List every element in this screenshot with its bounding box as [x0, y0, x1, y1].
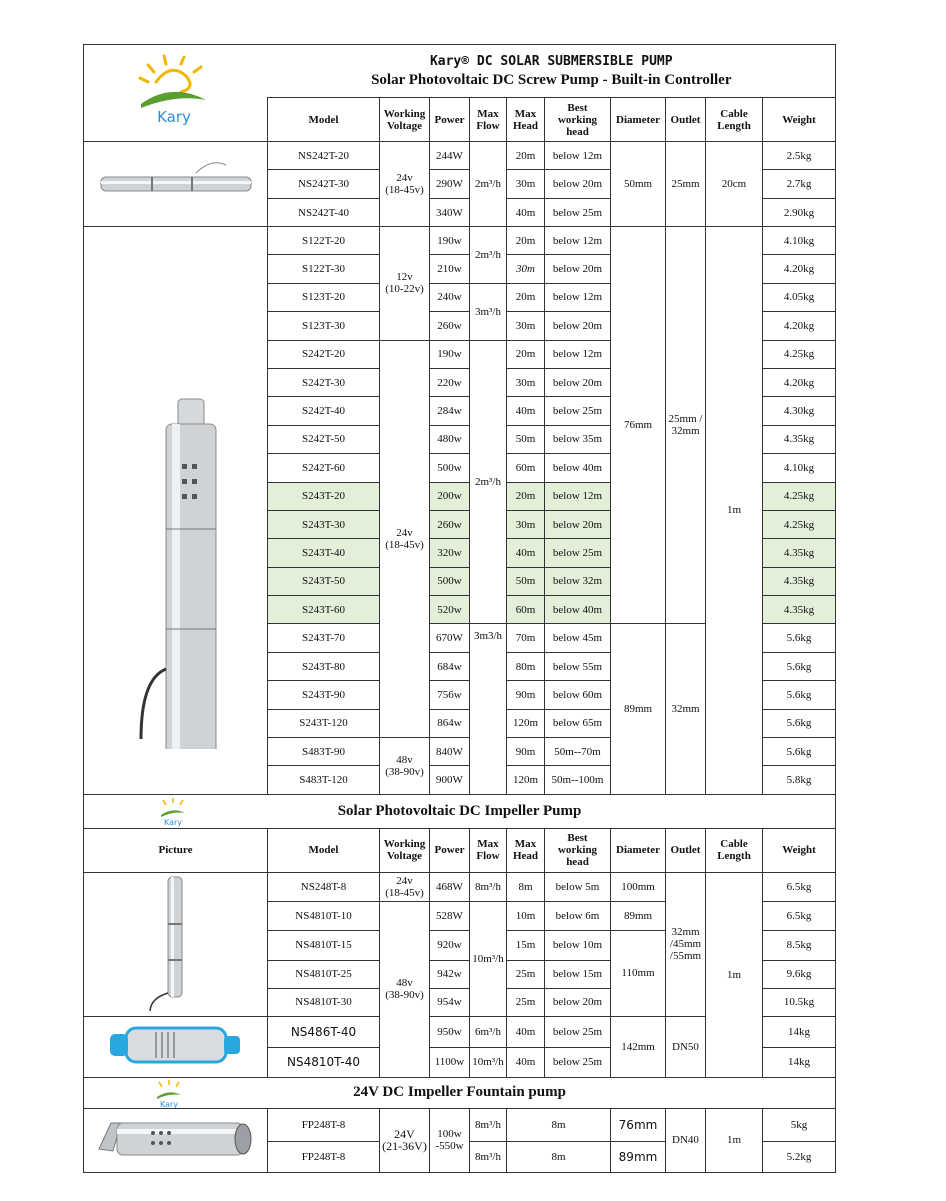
- weight-cell: 4.25kg: [763, 340, 836, 368]
- model-cell: S242T-50: [268, 425, 380, 453]
- head-cell: 50m: [507, 425, 545, 453]
- model-cell: S243T-30: [268, 510, 380, 538]
- weight-cell: 5.6kg: [763, 652, 836, 680]
- fountain-pump-picture: [91, 1109, 261, 1169]
- cable-cell: 1m: [706, 872, 763, 1077]
- best-head-cell: below 10m: [545, 930, 611, 960]
- power-cell: 320w: [430, 539, 470, 567]
- best-head-cell: below 25m: [545, 199, 611, 227]
- power-cell: 190w: [430, 340, 470, 368]
- impeller-header-row: [84, 828, 836, 872]
- weight-cell: 6.5kg: [763, 901, 836, 930]
- diameter-cell: 76mm: [611, 1108, 666, 1141]
- power-cell: 954w: [430, 988, 470, 1016]
- model-cell: S243T-90: [268, 681, 380, 709]
- weight-cell: 4.25kg: [763, 482, 836, 510]
- power-cell: 284w: [430, 397, 470, 425]
- title-cell: [268, 45, 836, 98]
- model-cell: S242T-40: [268, 397, 380, 425]
- cable-cell: 1m: [706, 227, 763, 795]
- col-head: Max Head: [507, 98, 545, 142]
- model-cell: S243T-40: [268, 539, 380, 567]
- weight-cell: 4.10kg: [763, 227, 836, 255]
- best-head-cell: 50m--70m: [545, 738, 611, 766]
- col-best: Best working head: [545, 98, 611, 142]
- weight-cell: 5.2kg: [763, 1141, 836, 1172]
- weight-cell: 4.20kg: [763, 368, 836, 396]
- flow-cell: 10m³/h: [470, 1047, 507, 1077]
- col-diameter: Diameter: [611, 828, 666, 872]
- kary-logo: [126, 52, 226, 132]
- outlet-cell: 32mm /45mm /55mm: [666, 872, 706, 1016]
- col-voltage: Working Voltage: [380, 98, 430, 142]
- model-cell: S242T-20: [268, 340, 380, 368]
- head-cell: 8m: [507, 1141, 611, 1172]
- model-cell: S242T-60: [268, 454, 380, 482]
- model-cell: NS4810T-15: [268, 930, 380, 960]
- fountain-title: 24V DC Impeller Fountain pump: [353, 1084, 566, 1101]
- model-cell: S243T-70: [268, 624, 380, 652]
- weight-cell: 5.6kg: [763, 681, 836, 709]
- col-weight: Weight: [763, 98, 836, 142]
- power-cell: 864w: [430, 709, 470, 737]
- power-cell: 920w: [430, 930, 470, 960]
- cable-cell: 20cm: [706, 142, 763, 227]
- power-cell: 950w: [430, 1016, 470, 1047]
- model-cell: S242T-30: [268, 368, 380, 396]
- page-subtitle: Solar Photovoltaic DC Screw Pump - Built-in Controller: [371, 72, 732, 88]
- col-voltage: Working Voltage: [380, 828, 430, 872]
- power-cell: 520w: [430, 596, 470, 624]
- col-power: Power: [430, 828, 470, 872]
- head-cell: 40m: [507, 1016, 545, 1047]
- col-head: Max Head: [507, 828, 545, 872]
- diameter-cell: 142mm: [611, 1016, 666, 1077]
- outlet-cell: 25mm: [666, 142, 706, 227]
- weight-cell: 4.35kg: [763, 596, 836, 624]
- power-cell: 840W: [430, 738, 470, 766]
- power-cell: 500w: [430, 567, 470, 595]
- power-cell: 684w: [430, 652, 470, 680]
- flow-cell: 10m³/h: [470, 901, 507, 1016]
- power-cell: 190w: [430, 227, 470, 255]
- weight-cell: 5.6kg: [763, 624, 836, 652]
- blue-impeller-pump-picture: [106, 1018, 246, 1072]
- head-cell: 30m: [507, 312, 545, 340]
- weight-cell: 6.5kg: [763, 872, 836, 901]
- flow-cell: 8m³/h: [470, 1108, 507, 1141]
- col-model: Model: [268, 828, 380, 872]
- power-cell: 468W: [430, 872, 470, 901]
- kary-logo-small: [156, 797, 190, 827]
- best-head-cell: below 12m: [545, 283, 611, 311]
- weight-cell: 4.35kg: [763, 567, 836, 595]
- best-head-cell: below 6m: [545, 901, 611, 930]
- flow-cell: 3m³/h: [470, 283, 507, 340]
- head-cell: 20m: [507, 340, 545, 368]
- col-best: Best working head: [545, 828, 611, 872]
- best-head-cell: below 12m: [545, 142, 611, 170]
- weight-cell: 4.35kg: [763, 425, 836, 453]
- table-row: [84, 227, 836, 255]
- col-flow: Max Flow: [470, 98, 507, 142]
- logo-cell: [84, 45, 268, 142]
- power-cell: 1100w: [430, 1047, 470, 1077]
- model-cell: S123T-20: [268, 283, 380, 311]
- flow-cell: 6m³/h: [470, 1016, 507, 1047]
- weight-cell: 5.8kg: [763, 766, 836, 794]
- head-cell: 80m: [507, 652, 545, 680]
- best-head-cell: below 25m: [545, 397, 611, 425]
- outlet-cell: DN50: [666, 1016, 706, 1077]
- power-cell: 260w: [430, 312, 470, 340]
- power-cell: 340W: [430, 199, 470, 227]
- logo-text: Kary: [163, 817, 183, 827]
- col-power: Power: [430, 98, 470, 142]
- diameter-cell: 76mm: [611, 227, 666, 624]
- spec-table: [83, 44, 836, 1173]
- logo-text: Kary: [156, 107, 191, 126]
- weight-cell: 4.25kg: [763, 510, 836, 538]
- head-cell: 20m: [507, 283, 545, 311]
- voltage-cell: 48v (38-90v): [380, 901, 430, 1077]
- pump-image-slim: [84, 142, 268, 227]
- model-cell: S243T-80: [268, 652, 380, 680]
- impeller-title-cell: [84, 794, 836, 828]
- col-cable: Cable Length: [706, 828, 763, 872]
- weight-cell: 2.5kg: [763, 142, 836, 170]
- head-cell: 90m: [507, 738, 545, 766]
- outlet-cell: 25mm / 32mm: [666, 227, 706, 624]
- weight-cell: 8.5kg: [763, 930, 836, 960]
- table-row: [84, 1108, 836, 1141]
- diameter-cell: 89mm: [611, 624, 666, 794]
- best-head-cell: below 25m: [545, 539, 611, 567]
- col-outlet: Outlet: [666, 828, 706, 872]
- model-cell: S483T-90: [268, 738, 380, 766]
- model-cell: S243T-50: [268, 567, 380, 595]
- power-cell: 220w: [430, 368, 470, 396]
- best-head-cell: below 20m: [545, 312, 611, 340]
- table-row: [84, 872, 836, 901]
- best-head-cell: below 45m: [545, 624, 611, 652]
- flow-cell: 8m³/h: [470, 872, 507, 901]
- weight-cell: 4.10kg: [763, 454, 836, 482]
- best-head-cell: below 25m: [545, 1016, 611, 1047]
- power-cell: 260w: [430, 510, 470, 538]
- power-cell: 244W: [430, 142, 470, 170]
- model-cell: S483T-120: [268, 766, 380, 794]
- head-cell: 15m: [507, 930, 545, 960]
- col-outlet: Outlet: [666, 98, 706, 142]
- head-cell: 10m: [507, 901, 545, 930]
- kary-logo-small: [152, 1079, 186, 1109]
- head-cell: 60m: [507, 596, 545, 624]
- weight-cell: 4.20kg: [763, 312, 836, 340]
- diameter-cell: 50mm: [611, 142, 666, 227]
- col-diameter: Diameter: [611, 98, 666, 142]
- voltage-cell: 24v (18-45v): [380, 872, 430, 901]
- head-cell: 50m: [507, 567, 545, 595]
- model-cell: S243T-20: [268, 482, 380, 510]
- model-cell: NS242T-40: [268, 199, 380, 227]
- head-cell: 25m: [507, 988, 545, 1016]
- flow-cell: 8m³/h: [470, 1141, 507, 1172]
- voltage-cell: 24v (18-45v): [380, 142, 430, 227]
- model-cell: S243T-60: [268, 596, 380, 624]
- fountain-section-header: [84, 1077, 836, 1108]
- best-head-cell: below 5m: [545, 872, 611, 901]
- head-cell: 90m: [507, 681, 545, 709]
- head-cell: 20m: [507, 227, 545, 255]
- best-head-cell: below 12m: [545, 340, 611, 368]
- power-cell: 942w: [430, 960, 470, 988]
- col-cable: Cable Length: [706, 98, 763, 142]
- best-head-cell: below 40m: [545, 454, 611, 482]
- diameter-cell: 110mm: [611, 930, 666, 1016]
- col-model: Model: [268, 98, 380, 142]
- best-head-cell: below 15m: [545, 960, 611, 988]
- table-row: [84, 142, 836, 170]
- head-cell: 30m: [507, 170, 545, 199]
- head-cell: 20m: [507, 482, 545, 510]
- head-cell: 120m: [507, 709, 545, 737]
- weight-cell: 5.6kg: [763, 709, 836, 737]
- weight-cell: 2.90kg: [763, 199, 836, 227]
- fountain-title-cell: [84, 1077, 836, 1108]
- power-cell: 756w: [430, 681, 470, 709]
- fountain-pump-image: [84, 1108, 268, 1172]
- weight-cell: 5kg: [763, 1108, 836, 1141]
- flow-cell: 2m³/h: [470, 227, 507, 284]
- page-title: Kary® DC SOLAR SUBMERSIBLE PUMP: [429, 54, 673, 69]
- col-flow: Max Flow: [470, 828, 507, 872]
- model-cell: NS4810T-25: [268, 960, 380, 988]
- best-head-cell: below 20m: [545, 170, 611, 199]
- model-cell: S122T-20: [268, 227, 380, 255]
- flow-cell: 2m³/h: [470, 340, 507, 624]
- best-head-cell: 50m--100m: [545, 766, 611, 794]
- weight-cell: 9.6kg: [763, 960, 836, 988]
- best-head-cell: below 20m: [545, 368, 611, 396]
- best-head-cell: below 55m: [545, 652, 611, 680]
- head-cell: 120m: [507, 766, 545, 794]
- diameter-cell: 100mm: [611, 872, 666, 901]
- col-weight: Weight: [763, 828, 836, 872]
- impeller-section-header: [84, 794, 836, 828]
- best-head-cell: below 20m: [545, 510, 611, 538]
- weight-cell: 5.6kg: [763, 738, 836, 766]
- best-head-cell: below 60m: [545, 681, 611, 709]
- weight-cell: 14kg: [763, 1016, 836, 1047]
- diameter-cell: 89mm: [611, 901, 666, 930]
- head-cell: 25m: [507, 960, 545, 988]
- outlet-cell: DN40: [666, 1108, 706, 1172]
- best-head-cell: below 12m: [545, 227, 611, 255]
- power-cell: 100w -550w: [430, 1108, 470, 1172]
- best-head-cell: below 20m: [545, 988, 611, 1016]
- power-cell: 240w: [430, 283, 470, 311]
- weight-cell: 14kg: [763, 1047, 836, 1077]
- voltage-cell: 12v (10-22v): [380, 227, 430, 341]
- head-cell: 30m: [507, 368, 545, 396]
- best-head-cell: below 65m: [545, 709, 611, 737]
- best-head-cell: below 35m: [545, 425, 611, 453]
- model-cell: NS242T-20: [268, 142, 380, 170]
- best-head-cell: below 12m: [545, 482, 611, 510]
- head-cell: 8m: [507, 872, 545, 901]
- power-cell: 528W: [430, 901, 470, 930]
- model-cell: S123T-30: [268, 312, 380, 340]
- model-cell: NS242T-30: [268, 170, 380, 199]
- head-cell: 30m: [507, 510, 545, 538]
- outlet-cell: 32mm: [666, 624, 706, 794]
- flow-cell: 2m³/h: [470, 142, 507, 227]
- blue-pump-image: [84, 1016, 268, 1077]
- diameter-cell: 89mm: [611, 1141, 666, 1172]
- best-head-cell: below 32m: [545, 567, 611, 595]
- weight-cell: 4.20kg: [763, 255, 836, 283]
- weight-cell: 10.5kg: [763, 988, 836, 1016]
- voltage-cell: 24V (21-36V): [380, 1108, 430, 1172]
- impeller-pump-image: [84, 872, 268, 1016]
- weight-cell: 4.05kg: [763, 283, 836, 311]
- model-cell: NS248T-8: [268, 872, 380, 901]
- model-cell: S243T-120: [268, 709, 380, 737]
- pump-slim-picture: [91, 153, 261, 213]
- model-cell: NS486T-40: [268, 1016, 380, 1047]
- power-cell: 900W: [430, 766, 470, 794]
- logo-text: Kary: [159, 1099, 179, 1109]
- weight-cell: 2.7kg: [763, 170, 836, 199]
- model-cell: NS4810T-30: [268, 988, 380, 1016]
- head-cell: 8m: [507, 1108, 611, 1141]
- spec-sheet: [83, 44, 835, 1173]
- best-head-cell: below 40m: [545, 596, 611, 624]
- impeller-pump-picture: [146, 873, 206, 1013]
- power-cell: 290W: [430, 170, 470, 199]
- power-cell: 210w: [430, 255, 470, 283]
- head-cell: 40m: [507, 397, 545, 425]
- head-cell: 40m: [507, 539, 545, 567]
- head-cell: 20m: [507, 142, 545, 170]
- power-cell: 500w: [430, 454, 470, 482]
- head-cell: 30m: [507, 255, 545, 283]
- model-cell: NS4810T-10: [268, 901, 380, 930]
- weight-cell: 4.30kg: [763, 397, 836, 425]
- best-head-cell: below 25m: [545, 1047, 611, 1077]
- model-cell: FP248T-8: [268, 1141, 380, 1172]
- flow-cell: 3m3/h: [470, 624, 507, 794]
- power-cell: 670W: [430, 624, 470, 652]
- impeller-title: Solar Photovoltaic DC Impeller Pump: [337, 802, 582, 819]
- head-cell: 40m: [507, 1047, 545, 1077]
- model-cell: FP248T-8: [268, 1108, 380, 1141]
- head-cell: 40m: [507, 199, 545, 227]
- weight-cell: 4.35kg: [763, 539, 836, 567]
- screw-pump-rows: [84, 227, 836, 795]
- screw-pump-image: [84, 227, 268, 795]
- power-cell: 480w: [430, 425, 470, 453]
- col-picture: Picture: [84, 828, 268, 872]
- model-cell: S122T-30: [268, 255, 380, 283]
- model-cell: NS4810T-40: [268, 1047, 380, 1077]
- head-cell: 70m: [507, 624, 545, 652]
- screw-pump-picture: [116, 269, 236, 749]
- cable-cell: 1m: [706, 1108, 763, 1172]
- head-cell: 60m: [507, 454, 545, 482]
- power-cell: 200w: [430, 482, 470, 510]
- voltage-cell: 24v (18-45v): [380, 340, 430, 737]
- voltage-cell: 48v (38-90v): [380, 738, 430, 795]
- best-head-cell: below 20m: [545, 255, 611, 283]
